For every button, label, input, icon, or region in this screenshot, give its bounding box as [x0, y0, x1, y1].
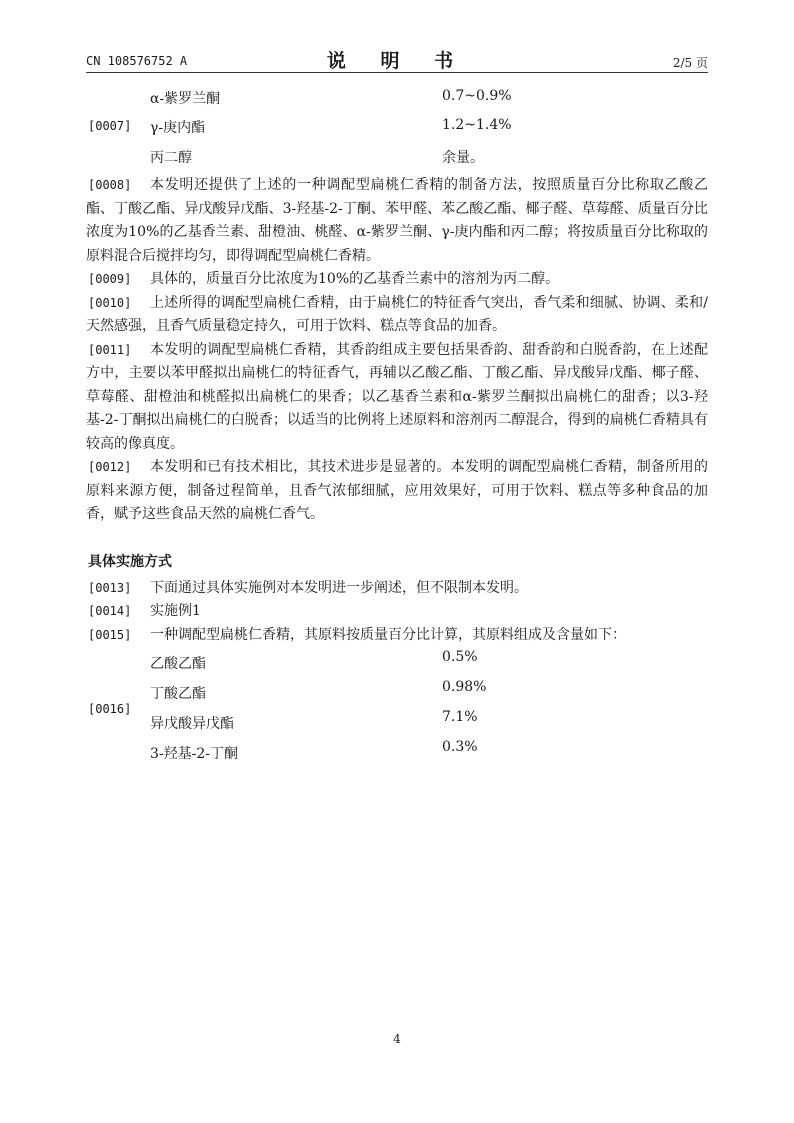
section-block	[86, 527, 708, 577]
paragraph	[86, 268, 708, 292]
paragraph	[86, 600, 708, 624]
ingredient-name: γ-庚内酯	[150, 120, 206, 136]
ingredient-value: 0.5%	[442, 649, 478, 665]
paragraph	[86, 577, 708, 601]
paragraph-tag: [0013]	[88, 580, 132, 595]
paragraph	[86, 456, 708, 527]
paragraph	[86, 339, 708, 457]
paragraph-text: 本发明的调配型扁桃仁香精，其香韵组成主要包括果香韵、甜香韵和白脱香韵，在上述配方中，主要以苯甲醛拟出扁桃仁的特征香气，再辅以乙酸乙酯、丁酸乙酯、异戊酸异戊酯、椰子醛、草莓醛、甜橙油和桃醛拟出扁桃仁的果香；以乙基香兰素和α-紫罗兰酮拟出扁桃仁的甜香；以3-羟基-2-丁酮拟出扁桃仁的白脱香；以适当的比例将上述原料和溶剂丙二醇混合，得到的扁桃仁香精具有较高的像真度。	[86, 341, 708, 452]
list-item	[86, 147, 708, 174]
paragraph-text: 实施例1	[150, 603, 201, 619]
ingredient-value: 0.98%	[442, 679, 487, 695]
list-item	[86, 117, 708, 147]
header-divider	[86, 72, 708, 73]
paragraph-tag: [0008]	[88, 178, 132, 192]
ingredient-value: 余量。	[442, 150, 484, 166]
ingredient-name: 丁酸乙酯	[150, 686, 206, 702]
document-number: CN 108576752 A	[86, 54, 188, 68]
ingredient-name: 乙酸乙酯	[150, 656, 206, 672]
section-heading: 具体实施方式	[88, 553, 172, 570]
page-label: 2/5 页	[672, 56, 708, 70]
paragraph-text: 本发明和已有技术相比，其技术进步是显著的。本发明的调配型扁桃仁香精，制备所用的原料来源方便，制备过程简单，且香气浓郁细腻，应用效果好，可用于饮料、糕点等多种食品的加香，赋予这些食品天然的扁桃仁香气。	[86, 459, 708, 522]
paragraph-tag: [0007]	[88, 119, 132, 133]
paragraph-tag: [0009]	[88, 272, 132, 286]
page-header	[86, 48, 708, 74]
paragraph-tag: [0010]	[88, 295, 132, 310]
ingredient-name: α-紫罗兰酮	[150, 91, 221, 107]
paragraph	[86, 174, 708, 268]
paragraph-text: 具体的，质量百分比浓度为10%的乙基香兰素中的溶剂为丙二醇。	[150, 271, 560, 287]
ingredient-name: 丙二醇	[150, 150, 192, 166]
paragraph-text: 本发明还提供了上述的一种调配型扁桃仁香精的制备方法，按照质量百分比称取乙酸乙酯、丁酸乙酯、异戊酸异戊酯、3-羟基-2-丁酮、苯甲醛、苯乙酸乙酯、椰子醛、草莓醛、质量百分比浓度为10%的乙基香兰素、甜橙油、桃醛、α-紫罗兰酮、γ-庚内酯和丙二醇；将按质量百分比称取的原料混合后搅拌均匀，即得调配型扁桃仁香精。	[86, 177, 708, 264]
document-title: 说 明 书	[326, 50, 468, 72]
paragraph-tag: [0016]	[88, 702, 132, 716]
paragraph-text: 一种调配型扁桃仁香精，其原料按质量百分比计算，其原料组成及含量如下：	[150, 626, 626, 643]
ingredient-value: 7.1%	[442, 709, 478, 725]
page-number: 4	[393, 1032, 401, 1046]
list-item	[86, 84, 708, 117]
ingredient-value: 1.2~1.4%	[442, 117, 512, 133]
paragraph-tag: [0012]	[88, 460, 132, 474]
ingredient-name: 异戊酸异戊酯	[150, 716, 234, 732]
paragraph	[86, 292, 708, 339]
ingredient-list	[86, 647, 708, 775]
document-body	[86, 84, 708, 775]
paragraph-tag: [0011]	[88, 342, 132, 357]
paragraph-text: 上述所得的调配型扁桃仁香精，由于扁桃仁的特征香气突出，香气柔和细腻、协调、柔和/天然感强，且香气质量稳定持久，可用于饮料、糕点等食品的加香。	[86, 294, 708, 334]
ingredient-value: 0.7~0.9%	[442, 88, 512, 104]
ingredient-value: 0.3%	[442, 739, 478, 755]
paragraph-tag: [0015]	[88, 627, 132, 642]
paragraph-text: 下面通过具体实施例对本发明进一步阐述，但不限制本发明。	[150, 579, 528, 596]
ingredient-name: 3-羟基-2-丁酮	[150, 746, 239, 762]
paragraph-tag: [0014]	[88, 604, 132, 618]
paragraph	[86, 624, 708, 648]
